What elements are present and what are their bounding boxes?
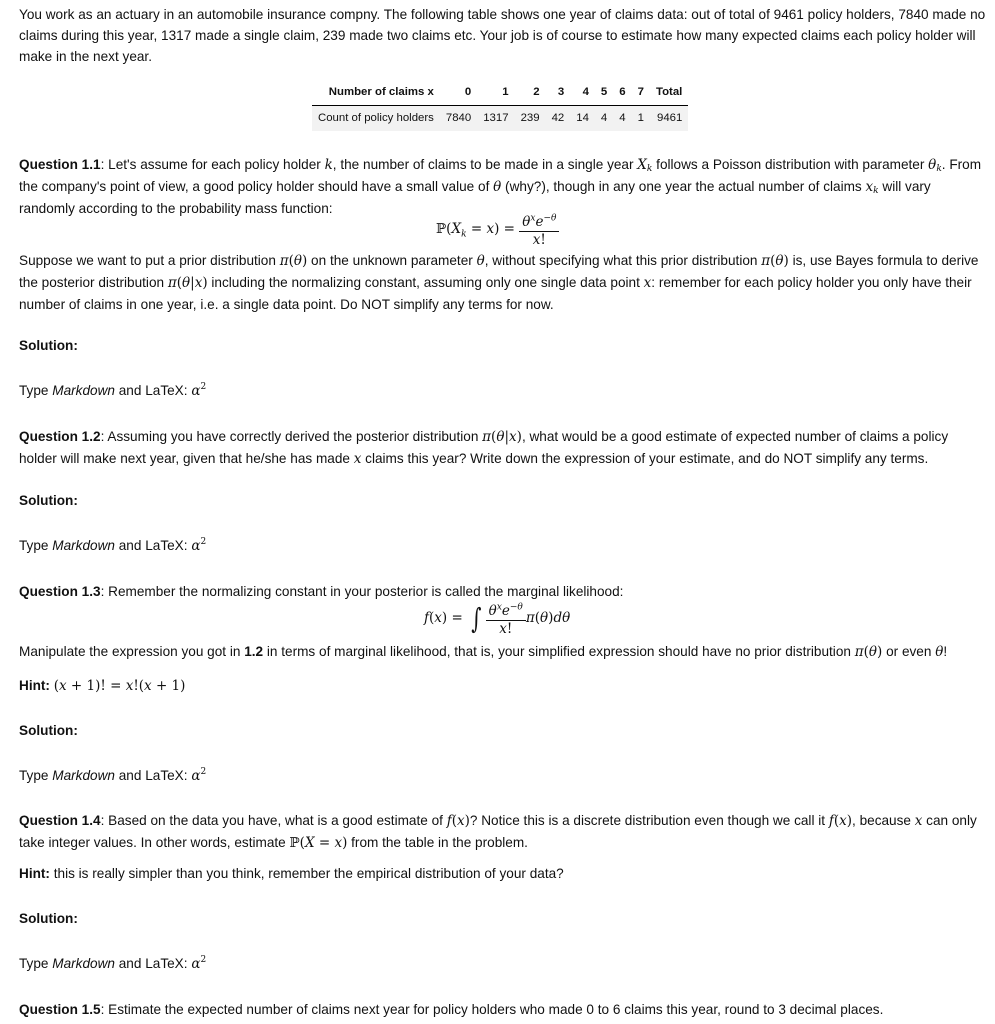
table-header-cell: 2 [515,80,546,106]
table-header-cell: 7 [632,80,650,106]
poisson-pmf-equation: $ℙ(X_k = x)$ = $\frac{\theta^xe^{-\theta}}{x!}$ [436,210,559,249]
solution-label: Solution: [19,493,78,508]
table-header-label: Number of claims x [312,80,440,106]
table-header-cell: 1 [477,80,514,106]
table-header-cell: 0 [440,80,477,106]
table-header-cell: 4 [570,80,595,106]
question-label: Question 1.5 [19,1002,101,1017]
table-cell: 14 [576,112,589,124]
question-1-3-para2: Manipulate the expression you got in 1.2 in terms of marginal likelihood, that is, your simplified expression should have no prior distribution π(θ) or even θ! [19,644,948,660]
table-cell: 239 [520,112,540,124]
solution-label: Solution: [19,338,78,353]
table-row [312,106,688,132]
question-1-4: Question 1.4: Based on the data you have, what is a good estimate of f(x)? Notice this is a discrete distribution even though we call it f(x), because x can only take integer values. In other words, estimate ℙ(X = x) from the table in the problem. [19,813,977,851]
question-1-5: Question 1.5: Estimate the expected number of claims next year for policy holders who made 0 to 6 claims this year, round to 3 decimal places. [19,1002,884,1017]
markdown-cell[interactable]: Type Markdown and LaTeX: $\alpha^2$ [19,955,207,972]
question-label: Question 1.4 [19,813,101,828]
table-header-cell: 5 [595,80,613,106]
markdown-cell[interactable]: Type Markdown and LaTeX: $\alpha^2$ [19,382,207,399]
table-cell: 7840 [445,112,472,124]
table-header-cell: 6 [613,80,631,106]
markdown-cell[interactable]: Type Markdown and LaTeX: $\alpha^2$ [19,537,207,554]
question-1-1-para2: Suppose we want to put a prior distribution π(θ) on the unknown parameter θ, without specifying what this prior distribution π(θ) is, use Bayes formula to derive the posterior distribution π(θ|x) including the normalizing constant, assuming only one single data point x: remember for each policy holder you only have their number of claims in one year, i.e. a single data point. Do NOT simplify any terms for now. [19,253,979,312]
question-1-2: Question 1.2: Assuming you have correctly derived the posterior distribution π(θ|x), what would be a good estimate of expected number of claims a policy holder will make next year, given that he/she has made x claims this year? Write down the expression of your estimate, and do NOT simplify any terms. [19,429,949,467]
question-label: Question 1.2 [19,429,101,444]
table-cell: 4 [619,112,626,124]
question-1-3: Question 1.3: Remember the normalizing constant in your posterior is called the marginal likelihood: [19,584,624,599]
claims-table [312,80,688,131]
question-label: Question 1.3 [19,584,101,599]
markdown-cell[interactable]: Type Markdown and LaTeX: $\alpha^2$ [19,767,207,784]
question-1-3-hint: Hint: (x + 1)! = x!(x + 1) [19,678,186,694]
table-cell: 1 [637,112,644,124]
question-label: Question 1.1 [19,157,101,172]
question-1-4-hint: Hint: this is really simpler than you think, remember the empirical distribution of your data? [19,866,564,881]
table-cell: 1317 [483,112,509,124]
table-cell: 4 [600,112,608,124]
table-cell: 42 [551,112,565,124]
table-header-row [312,80,688,106]
solution-label: Solution: [19,911,78,926]
intro-paragraph: You work as an actuary in an automobile insurance compny. The following table shows one year of claims data: out of total of 9461 policy holders, 7840 made no claims during this year, 1317 made a single claim, 239 made two claims etc. Your job is of course to estimate how many expected claims each policy holder will make in the next year. [19,7,986,64]
question-1-1: Question 1.1: Let's assume for each policy holder k, the number of claims to be made in a single year $X_k$ follows a Poisson distribution with parameter $\theta_k$. From the company's point of view, a good policy holder should have a small value of θ (why?), though in any one year the actual number of claims $x_k$ will vary randomly according to the probability mass function: [19,157,982,216]
table-header-cell: Total [650,80,688,106]
table-cell: 9461 [656,112,683,124]
marginal-likelihood-equation: f(x) = ∫ $\frac{\theta^xe^{-\theta}}{x!}$ π(θ)dθ [424,599,570,638]
table-header-cell: 3 [546,80,571,106]
solution-label: Solution: [19,723,78,738]
table-row-label: Count of policy holders [318,112,434,124]
